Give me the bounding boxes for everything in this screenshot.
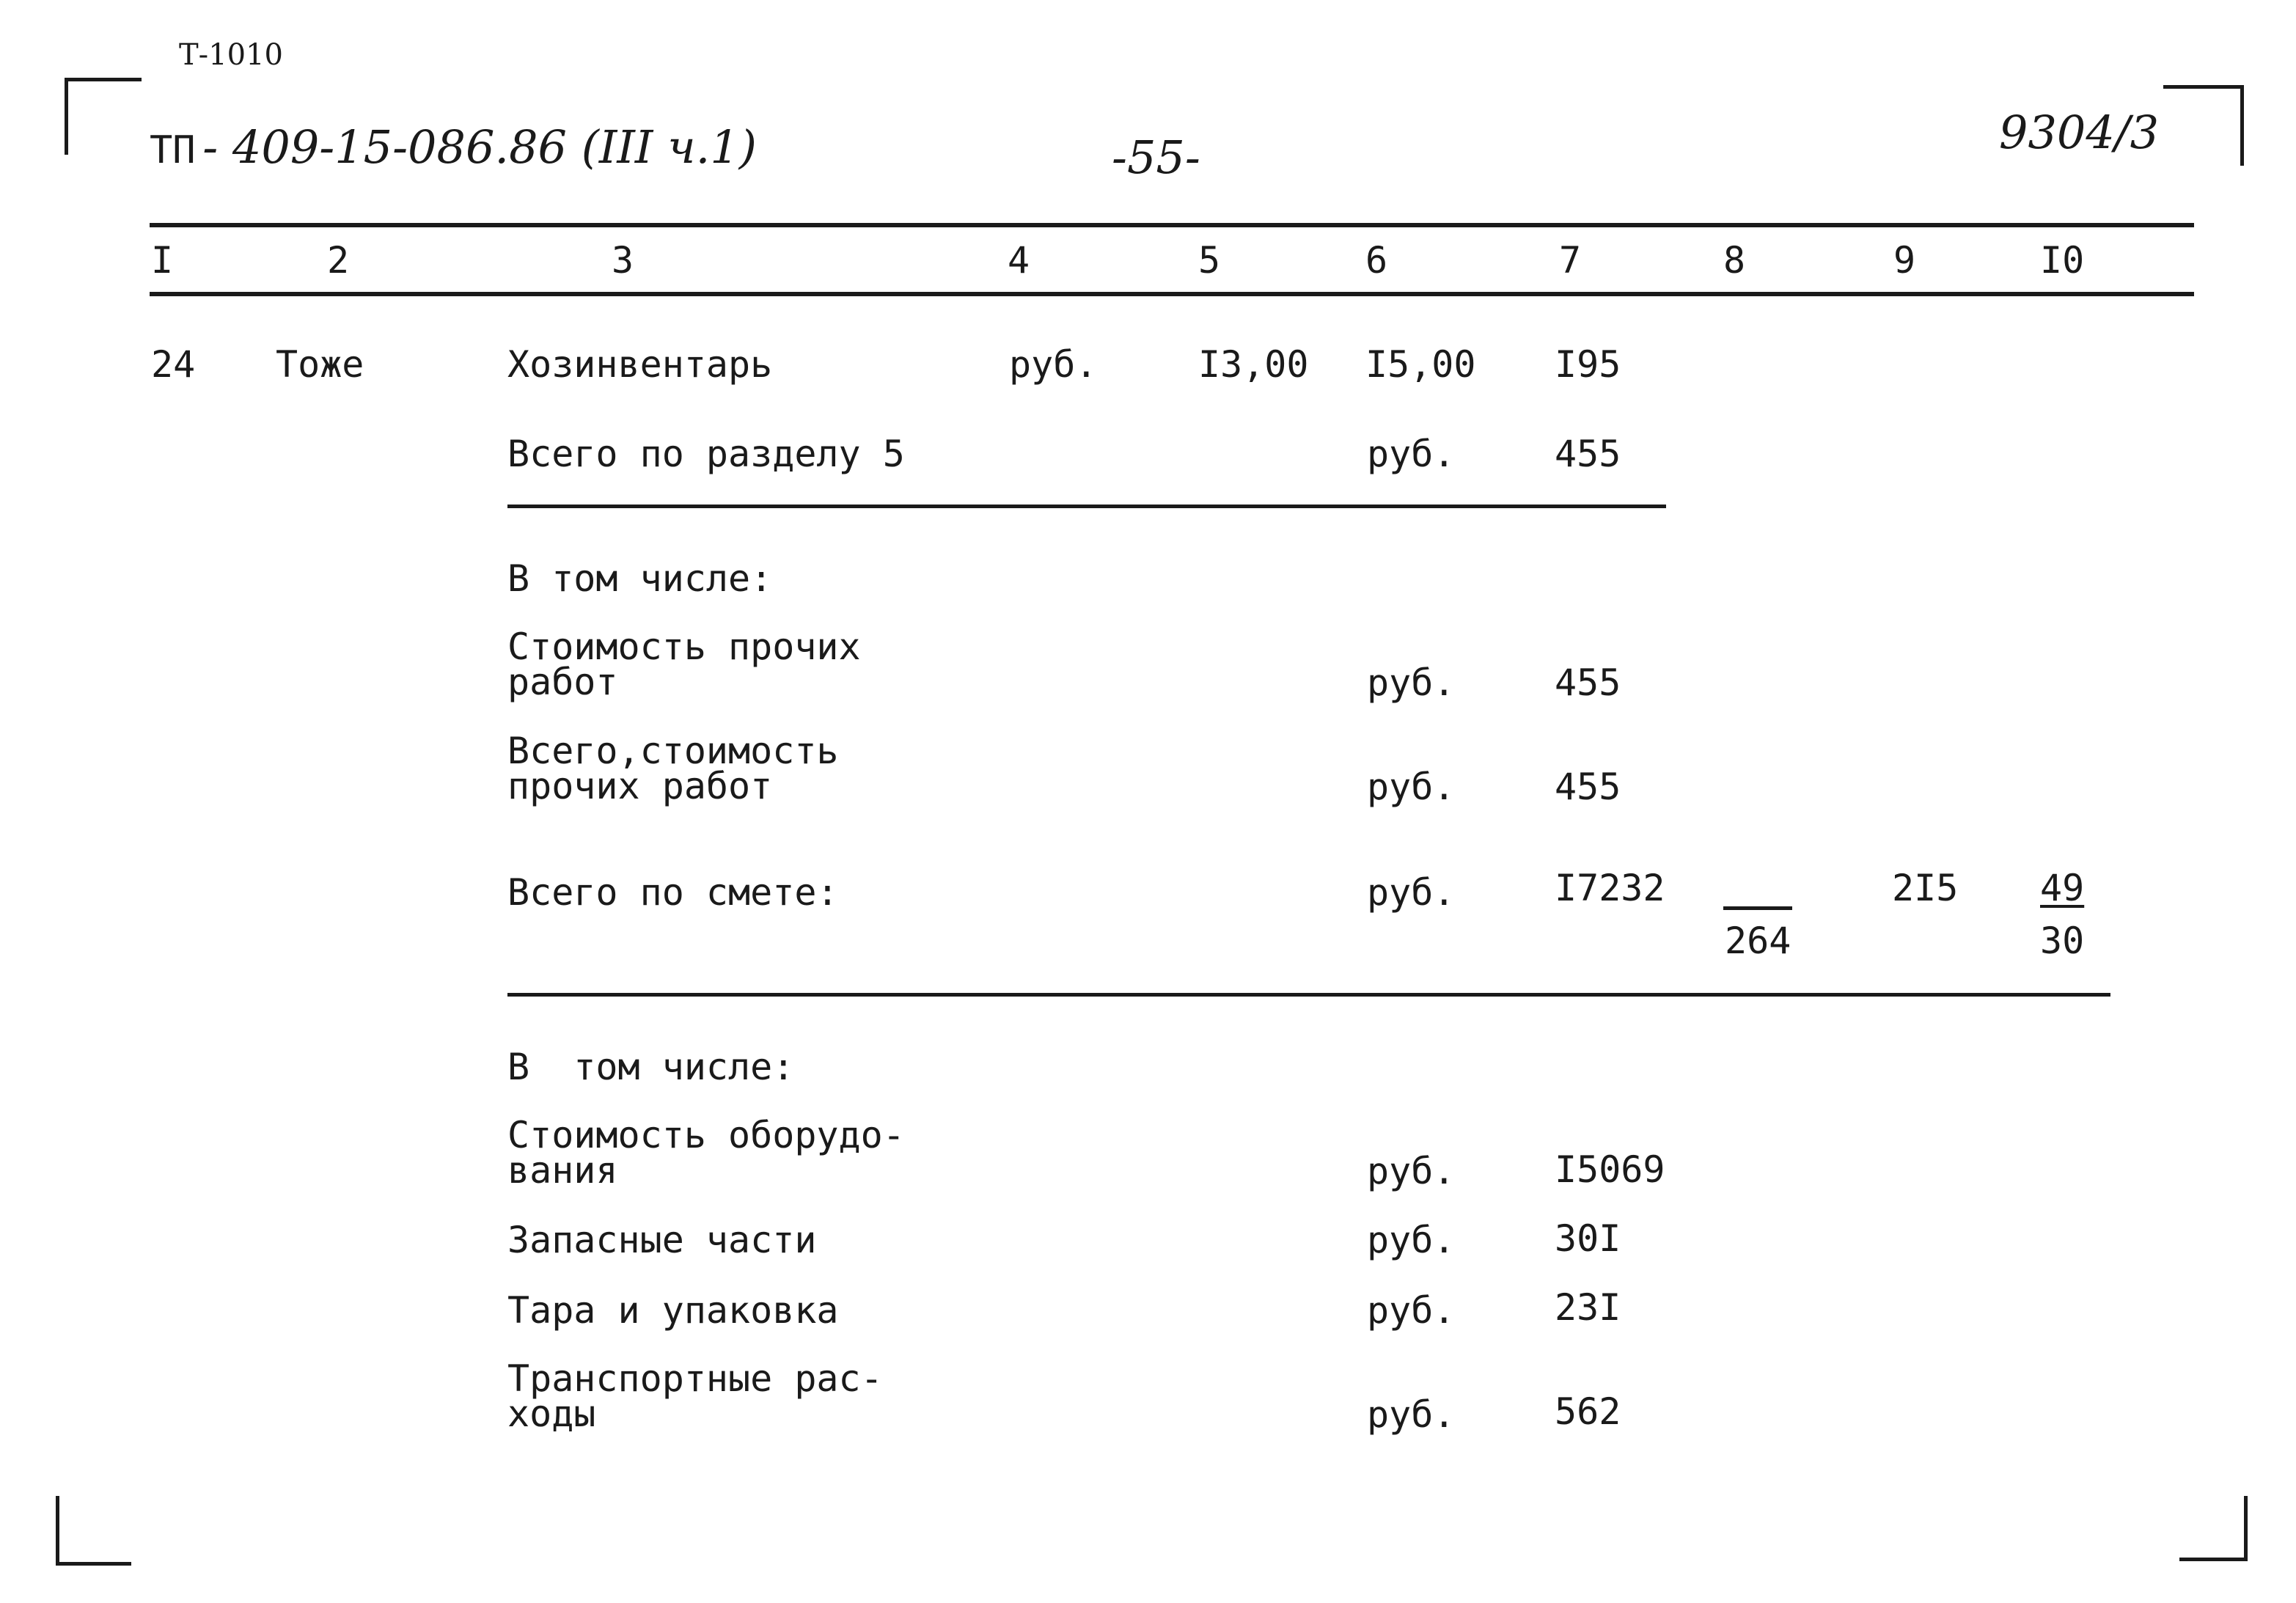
item-name: Хозинвентарь [507,343,773,386]
spare-parts-label: Запасные части [507,1219,817,1261]
other-works-label-line-1: Стоимость прочих [507,626,861,668]
header-rule-top [150,223,2194,227]
estimate-total-label: Всего по смете: [507,871,839,914]
frame-corner-top-right [2163,85,2244,166]
column-header-8: 8 [1723,239,1746,282]
estimate-total-col9: 2I5 [1892,867,1959,909]
equipment-label-line-1: Стоимость оборудо- [507,1114,905,1156]
column-header-4: 4 [1008,239,1030,282]
column-header-9: 9 [1893,239,1916,282]
column-header-3: 3 [612,239,634,282]
item-quantity: I3,00 [1198,343,1309,386]
section-total-unit: руб. [1367,433,1456,475]
document-designation [150,120,757,174]
equipment-label [507,1114,905,1192]
column-header-1: I [151,239,174,282]
transport-value: 562 [1555,1390,1621,1433]
spare-parts-unit: руб. [1367,1219,1456,1261]
packaging-value: 23I [1555,1286,1621,1329]
column-header-7: 7 [1559,239,1582,282]
other-works-label-line-2: работ [507,661,618,703]
packaging-label: Тара и упаковка [507,1289,839,1332]
estimate-total-underline [507,993,2110,997]
estimate-total-value: I7232 [1555,867,1665,909]
frame-corner-top-left [65,78,142,155]
transport-label-line-1: Транспортные рас- [507,1357,883,1400]
estimate-total-col10-bottom: 30 [2040,920,2085,962]
item-reference: Тоже [276,343,364,386]
total-other-unit: руб. [1367,766,1456,808]
column-header-2: 2 [327,239,350,282]
including-heading-2: В том числе: [507,1046,795,1088]
other-works-unit: руб. [1367,661,1456,704]
estimate-total-unit: руб. [1367,871,1456,914]
other-works-label [507,626,861,703]
total-other-label-line-1: Всего,стоимость [507,730,839,772]
section-total-value: 455 [1555,433,1621,475]
spare-parts-value: 30I [1555,1217,1621,1260]
column-header-10: I0 [2040,239,2085,282]
transport-label [507,1357,883,1435]
total-other-label-line-2: прочих работ [507,765,773,807]
section-total-underline [507,505,1666,508]
sheet-code: Т-1010 [179,38,283,72]
column-header-5: 5 [1198,239,1221,282]
item-price: I5,00 [1365,343,1476,386]
header-rule-bottom [150,292,2194,296]
item-unit: руб. [1009,343,1098,386]
section-total-label: Всего по разделу 5 [507,433,905,475]
column-header-6: 6 [1365,239,1388,282]
estimate-total-col8: 264 [1725,920,1791,962]
frame-corner-bottom-right [2179,1496,2248,1561]
packaging-unit: руб. [1367,1289,1456,1332]
document-prefix: ТП [150,128,196,172]
other-works-value: 455 [1555,661,1621,704]
document-number: - 409-15-086.86 (III ч.1) [202,120,757,174]
total-other-value: 455 [1555,766,1621,808]
estimate-total-col10-top: 49 [2040,867,2085,909]
including-heading-1: В том числе: [507,557,773,600]
item-total: I95 [1555,343,1621,386]
equipment-value: I5069 [1555,1148,1665,1191]
transport-label-line-2: ходы [507,1393,596,1435]
equipment-unit: руб. [1367,1150,1456,1192]
equipment-label-line-2: вания [507,1149,618,1192]
item-number: 24 [151,343,196,386]
column-8-dash [1723,906,1792,910]
frame-corner-bottom-left [56,1496,131,1566]
transport-unit: руб. [1367,1393,1456,1436]
total-other-label [507,730,839,807]
page-number: -55- [1112,131,1200,184]
inventory-number: 9304/3 [1999,106,2160,159]
